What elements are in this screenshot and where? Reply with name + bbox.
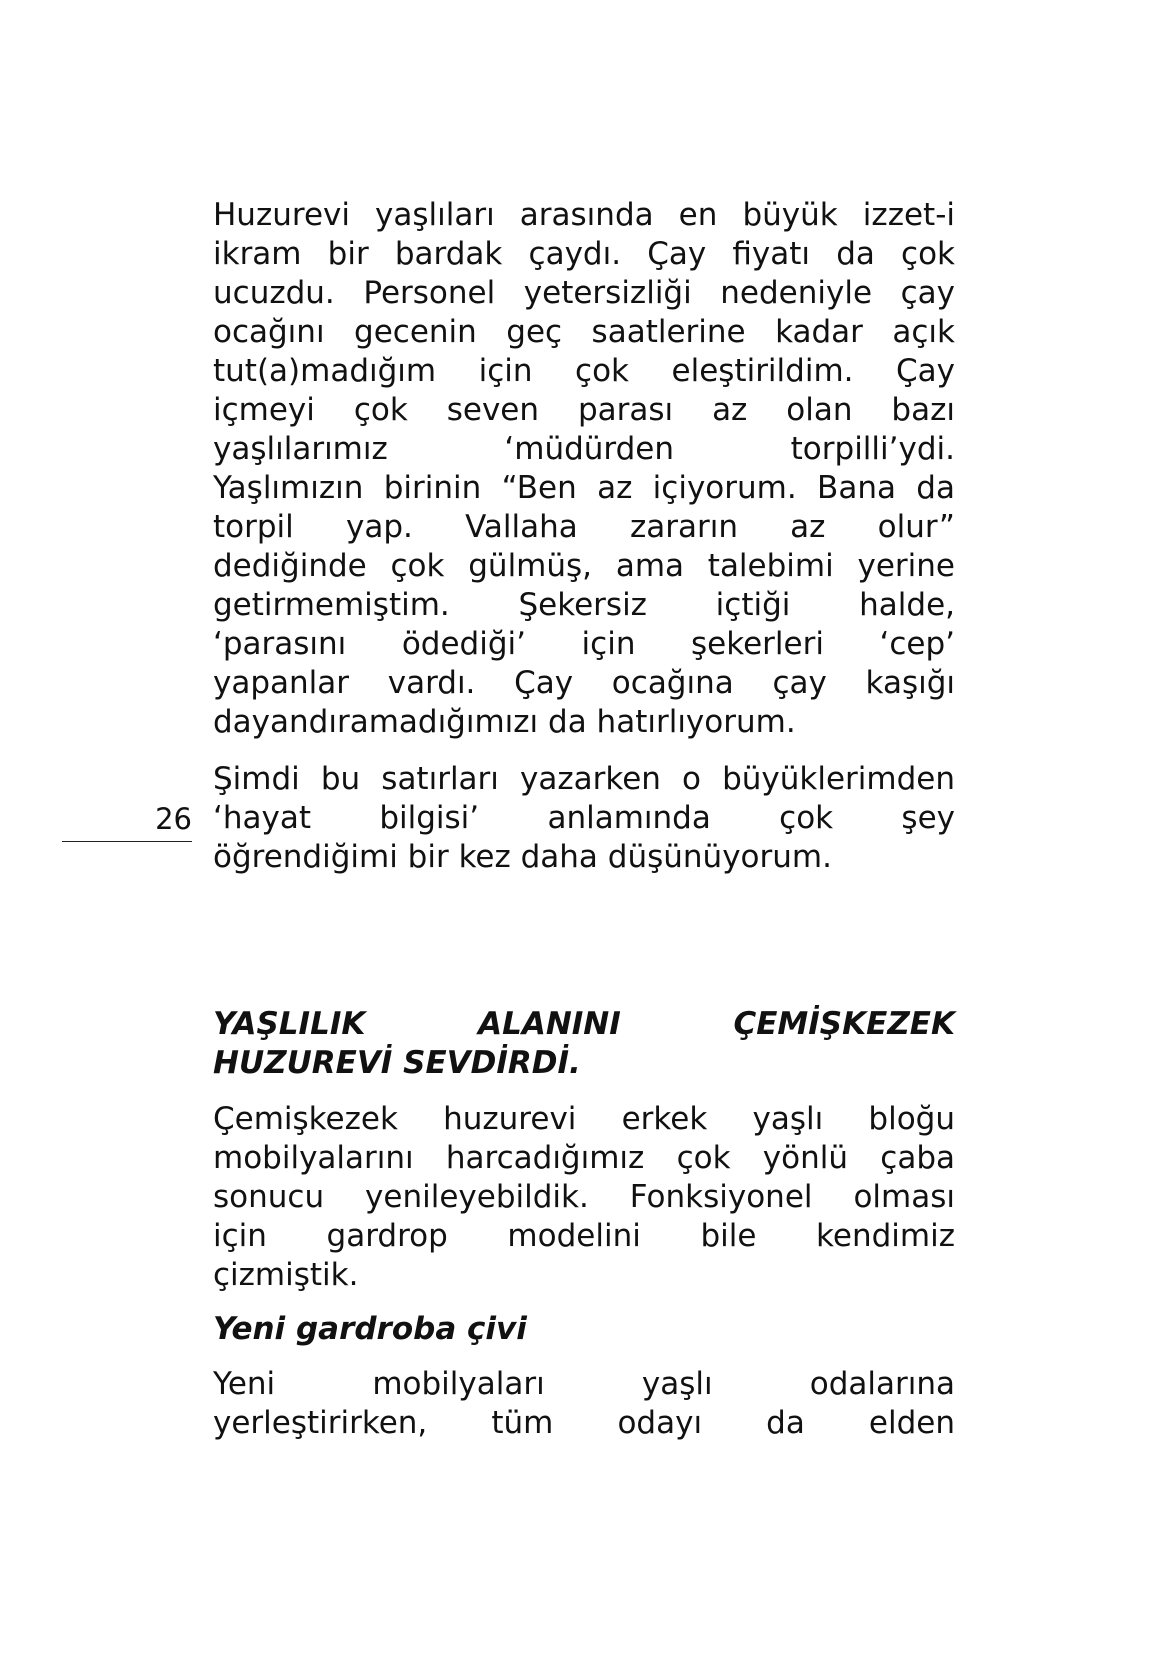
heading-line: YAŞLILIK ALANINI ÇEMİŞKEZEK — [213, 1006, 955, 1042]
text-line: dayandıramadığımızı da hatırlıyorum. — [213, 704, 796, 740]
paragraph-tea-memories — [213, 196, 955, 742]
text-line: yaşlılarımız ‘müdürden torpilli’ydi. — [213, 431, 955, 467]
heading-line: HUZUREVİ SEVDİRDİ. — [213, 1045, 581, 1081]
text-line: öğrendiğimi bir kez daha düşünüyorum. — [213, 839, 832, 875]
text-line: Yeni mobilyaları yaşlı odalarına — [213, 1366, 955, 1402]
subheading-line: Yeni gardroba çivi — [213, 1311, 527, 1347]
text-line: Yaşlımızın birinin “Ben az içiyorum. Bana da — [213, 470, 955, 506]
text-line: Çemişkezek huzurevi erkek yaşlı bloğu — [213, 1101, 955, 1137]
text-line: ucuzdu. Personel yetersizliği nedeniyle çay — [213, 275, 955, 311]
text-line: mobilyalarını harcadığımız çok yönlü çaba — [213, 1140, 955, 1176]
subheading — [213, 1310, 955, 1349]
paragraph-reflection — [213, 760, 955, 877]
paragraph-new-furniture — [213, 1365, 955, 1443]
text-line: ocağını gecenin geç saatlerine kadar açık — [213, 314, 955, 350]
section-heading — [213, 1005, 955, 1083]
page-number: 26 — [155, 802, 192, 836]
text-line: dediğinde çok gülmüş, ama talebimi yerine — [213, 548, 955, 584]
text-line: ‘parasını ödediği’ için şekerleri ‘cep’ — [213, 626, 955, 662]
text-line: yerleştirirken, tüm odayı da elden — [213, 1405, 955, 1441]
text-line: sonucu yenileyebildik. Fonksiyonel olması — [213, 1179, 955, 1215]
text-line: ‘hayat bilgisi’ anlamında çok şey — [213, 800, 955, 836]
text-line: Huzurevi yaşlıları arasında en büyük izzet-i — [213, 197, 955, 233]
text-line: tut(a)madığım için çok eleştirildim. Çay — [213, 353, 955, 389]
text-line: için gardrop modelini bile kendimiz — [213, 1218, 955, 1254]
text-line: çizmiştik. — [213, 1257, 359, 1293]
text-line: torpil yap. Vallaha zararın az olur” — [213, 509, 955, 545]
text-line: Şimdi bu satırları yazarken o büyüklerimden — [213, 761, 955, 797]
text-line: ikram bir bardak çaydı. Çay fiyatı da çok — [213, 236, 955, 272]
page-number-rule — [62, 841, 192, 842]
paragraph-furniture — [213, 1100, 955, 1295]
text-line: getirmemiştim. Şekersiz içtiği halde, — [213, 587, 955, 623]
text-line: yapanlar vardı. Çay ocağına çay kaşığı — [213, 665, 955, 701]
text-line: içmeyi çok seven parası az olan bazı — [213, 392, 955, 428]
